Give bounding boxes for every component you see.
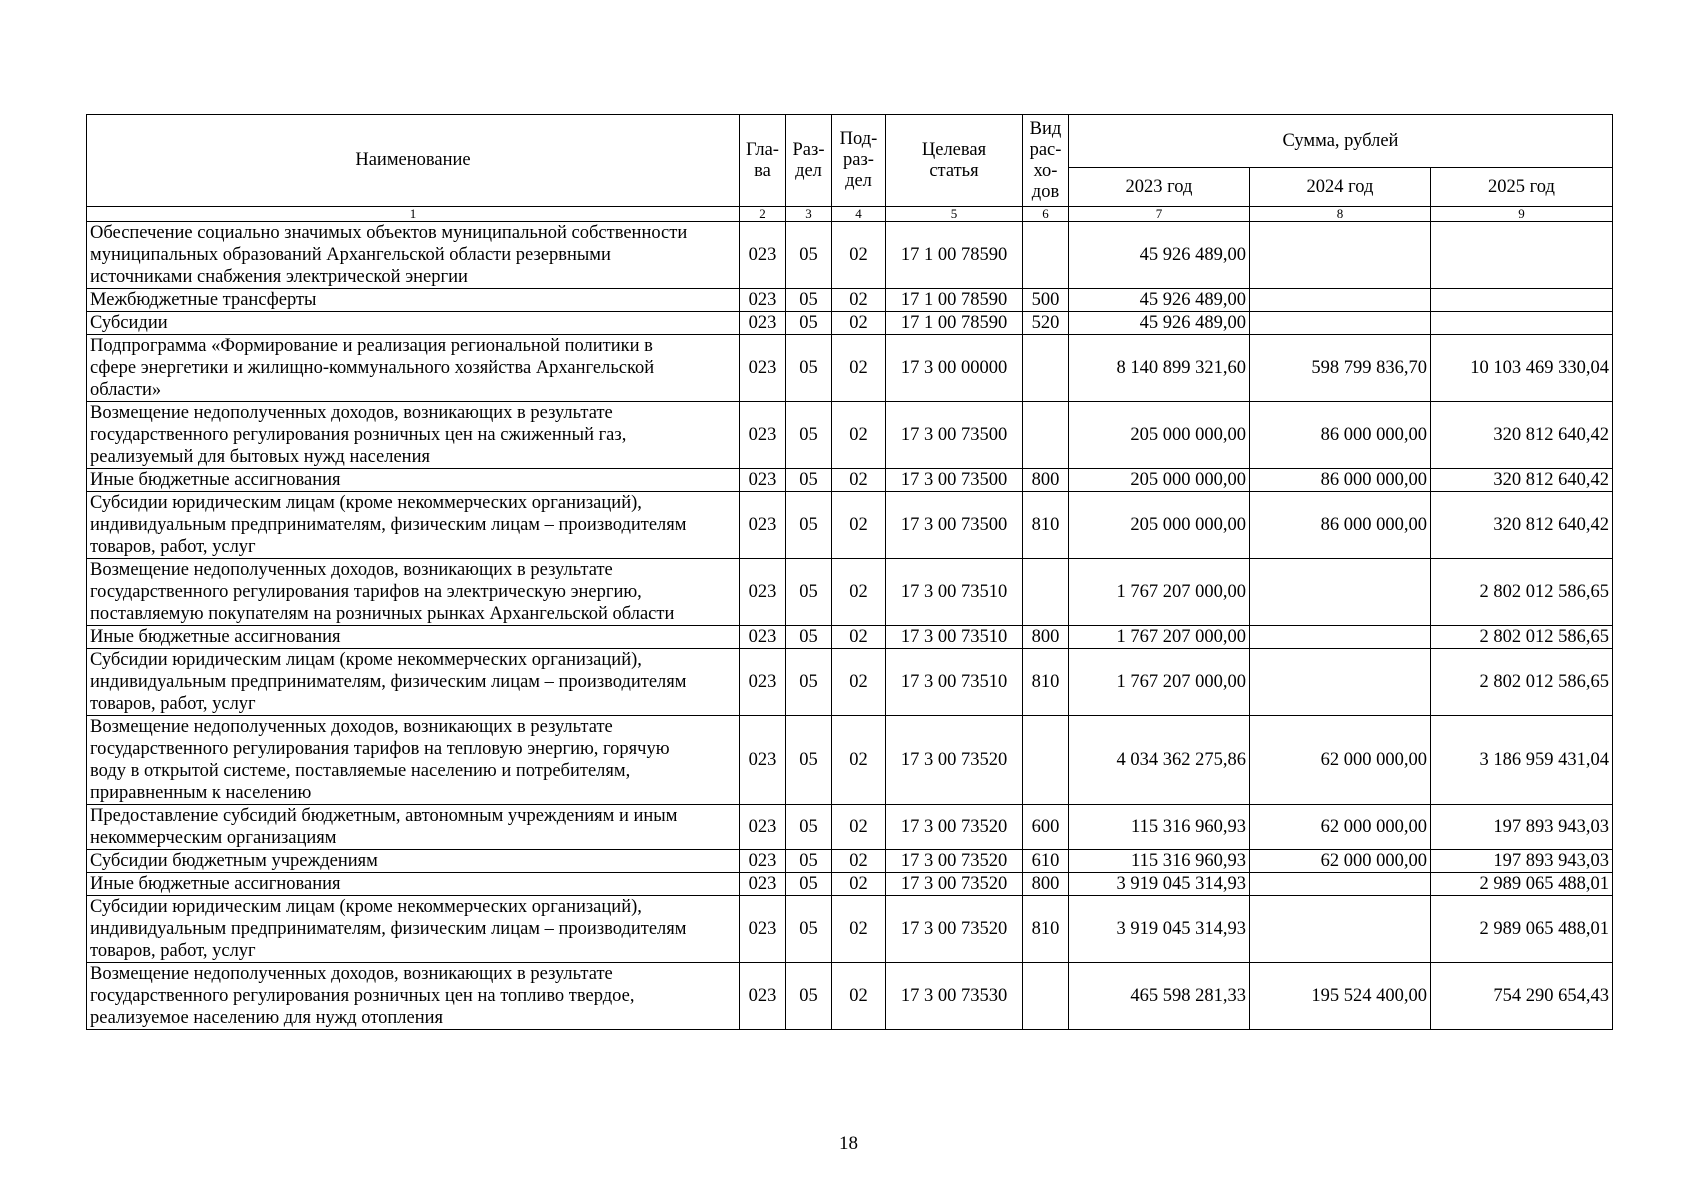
table-row [87,716,1613,805]
row-name: Межбюджетные трансферты [87,289,740,312]
row-sum-2025: 2 802 012 586,65 [1431,649,1613,716]
row-expense-type [1023,716,1069,805]
row-expense-type: 610 [1023,850,1069,873]
row-sum-2025 [1431,289,1613,312]
row-target-article: 17 3 00 00000 [886,335,1023,402]
row-razdel: 05 [786,335,832,402]
row-podrazdel: 02 [832,850,886,873]
row-podrazdel: 02 [832,896,886,963]
row-expense-type: 810 [1023,649,1069,716]
row-target-article: 17 3 00 73520 [886,873,1023,896]
row-sum-2025 [1431,312,1613,335]
header-expense-type: Вид рас- хо- дов [1023,115,1069,207]
row-expense-type: 800 [1023,626,1069,649]
row-podrazdel: 02 [832,963,886,1030]
row-razdel: 05 [786,626,832,649]
row-glava: 023 [740,716,786,805]
row-target-article: 17 3 00 73510 [886,559,1023,626]
row-razdel: 05 [786,850,832,873]
row-expense-type: 810 [1023,896,1069,963]
row-podrazdel: 02 [832,289,886,312]
header-razdel: Раз- дел [786,115,832,207]
row-podrazdel: 02 [832,469,886,492]
row-name: Иные бюджетные ассигнования [87,873,740,896]
row-sum-2024 [1250,896,1431,963]
column-number: 5 [886,207,1023,222]
row-glava: 023 [740,850,786,873]
row-sum-2023: 115 316 960,93 [1069,805,1250,850]
row-sum-2024 [1250,312,1431,335]
row-podrazdel: 02 [832,335,886,402]
row-sum-2024: 86 000 000,00 [1250,469,1431,492]
row-name: Субсидии бюджетным учреждениям [87,850,740,873]
row-target-article: 17 3 00 73520 [886,896,1023,963]
row-sum-2025: 2 802 012 586,65 [1431,626,1613,649]
row-expense-type: 800 [1023,873,1069,896]
row-name: Субсидии юридическим лицам (кроме некоммерческих организаций), индивидуальным предпринимателям, физическим лицам – производителям товаров, работ, услуг [87,492,740,559]
row-sum-2023: 1 767 207 000,00 [1069,626,1250,649]
header-year-2024: 2024 год [1250,168,1431,207]
row-podrazdel: 02 [832,559,886,626]
row-sum-2025: 197 893 943,03 [1431,850,1613,873]
row-sum-2024 [1250,559,1431,626]
row-name: Возмещение недополученных доходов, возникающих в результате государственного регулирования тарифов на тепловую энергию, горячую воду в открытой системе, поставляемые населению и потребителям, приравненным к населению [87,716,740,805]
row-sum-2025: 3 186 959 431,04 [1431,716,1613,805]
row-glava: 023 [740,805,786,850]
column-number: 7 [1069,207,1250,222]
row-podrazdel: 02 [832,222,886,289]
row-podrazdel: 02 [832,402,886,469]
table-row [87,402,1613,469]
row-sum-2023: 205 000 000,00 [1069,402,1250,469]
row-razdel: 05 [786,716,832,805]
row-sum-2023: 1 767 207 000,00 [1069,649,1250,716]
row-sum-2024: 62 000 000,00 [1250,805,1431,850]
row-sum-2023: 205 000 000,00 [1069,492,1250,559]
table-row [87,289,1613,312]
table-row [87,222,1613,289]
table-row [87,850,1613,873]
row-glava: 023 [740,402,786,469]
table-row [87,626,1613,649]
table-body [87,222,1613,1030]
row-glava: 023 [740,312,786,335]
row-expense-type: 500 [1023,289,1069,312]
row-sum-2024 [1250,289,1431,312]
row-sum-2025: 320 812 640,42 [1431,469,1613,492]
row-glava: 023 [740,873,786,896]
header-target-article: Целевая статья [886,115,1023,207]
page-number: 18 [839,1133,858,1154]
table-row [87,649,1613,716]
row-glava: 023 [740,649,786,716]
row-sum-2024 [1250,873,1431,896]
row-razdel: 05 [786,873,832,896]
row-glava: 023 [740,963,786,1030]
row-sum-2024: 86 000 000,00 [1250,492,1431,559]
column-number: 2 [740,207,786,222]
table-row [87,963,1613,1030]
row-razdel: 05 [786,492,832,559]
column-number: 1 [87,207,740,222]
budget-table [86,114,1613,1030]
row-name: Субсидии юридическим лицам (кроме некоммерческих организаций), индивидуальным предпринимателям, физическим лицам – производителям товаров, работ, услуг [87,649,740,716]
row-sum-2023: 45 926 489,00 [1069,222,1250,289]
header-sum: Сумма, рублей [1069,115,1613,168]
row-expense-type [1023,222,1069,289]
row-glava: 023 [740,469,786,492]
row-sum-2023: 3 919 045 314,93 [1069,896,1250,963]
table-row [87,469,1613,492]
row-sum-2023: 1 767 207 000,00 [1069,559,1250,626]
row-sum-2023: 115 316 960,93 [1069,850,1250,873]
column-number-row [87,207,1613,222]
table-row [87,805,1613,850]
header-podrazdel: Под- раз- дел [832,115,886,207]
row-podrazdel: 02 [832,626,886,649]
row-target-article: 17 3 00 73500 [886,469,1023,492]
row-target-article: 17 1 00 78590 [886,289,1023,312]
row-sum-2023: 8 140 899 321,60 [1069,335,1250,402]
header-year-2023: 2023 год [1069,168,1250,207]
table-row [87,559,1613,626]
row-sum-2024: 195 524 400,00 [1250,963,1431,1030]
row-sum-2025: 320 812 640,42 [1431,492,1613,559]
row-sum-2025 [1431,222,1613,289]
row-target-article: 17 3 00 73520 [886,716,1023,805]
row-sum-2025: 197 893 943,03 [1431,805,1613,850]
row-sum-2025: 320 812 640,42 [1431,402,1613,469]
row-razdel: 05 [786,402,832,469]
row-sum-2023: 4 034 362 275,86 [1069,716,1250,805]
row-razdel: 05 [786,312,832,335]
row-expense-type [1023,335,1069,402]
row-sum-2023: 205 000 000,00 [1069,469,1250,492]
row-target-article: 17 3 00 73520 [886,805,1023,850]
column-number: 8 [1250,207,1431,222]
row-sum-2023: 3 919 045 314,93 [1069,873,1250,896]
row-sum-2024: 86 000 000,00 [1250,402,1431,469]
row-razdel: 05 [786,896,832,963]
row-sum-2024: 62 000 000,00 [1250,850,1431,873]
row-sum-2025: 2 802 012 586,65 [1431,559,1613,626]
row-razdel: 05 [786,289,832,312]
row-expense-type: 800 [1023,469,1069,492]
row-name: Иные бюджетные ассигнования [87,469,740,492]
row-expense-type [1023,402,1069,469]
row-podrazdel: 02 [832,716,886,805]
row-sum-2025: 2 989 065 488,01 [1431,896,1613,963]
row-expense-type: 600 [1023,805,1069,850]
table-row [87,312,1613,335]
row-glava: 023 [740,626,786,649]
row-name: Подпрограмма «Формирование и реализация региональной политики в сфере энергетики и жилищно-коммунального хозяйства Архангельской области» [87,335,740,402]
row-podrazdel: 02 [832,312,886,335]
row-glava: 023 [740,335,786,402]
row-name: Обеспечение социально значимых объектов муниципальной собственности муниципальных образований Архангельской области резервными источниками снабжения электрической энергии [87,222,740,289]
row-razdel: 05 [786,963,832,1030]
column-number: 9 [1431,207,1613,222]
row-podrazdel: 02 [832,805,886,850]
row-glava: 023 [740,222,786,289]
table-row [87,873,1613,896]
row-sum-2024: 598 799 836,70 [1250,335,1431,402]
row-target-article: 17 3 00 73510 [886,649,1023,716]
row-glava: 023 [740,896,786,963]
row-name: Субсидии юридическим лицам (кроме некоммерческих организаций), индивидуальным предпринимателям, физическим лицам – производителям товаров, работ, услуг [87,896,740,963]
row-razdel: 05 [786,559,832,626]
row-sum-2024 [1250,626,1431,649]
column-number: 3 [786,207,832,222]
row-sum-2024: 62 000 000,00 [1250,716,1431,805]
column-number: 6 [1023,207,1069,222]
row-razdel: 05 [786,469,832,492]
row-name: Субсидии [87,312,740,335]
row-expense-type: 520 [1023,312,1069,335]
row-razdel: 05 [786,805,832,850]
row-name: Возмещение недополученных доходов, возникающих в результате государственного регулирования розничных цен на сжиженный газ, реализуемый для бытовых нужд населения [87,402,740,469]
row-podrazdel: 02 [832,873,886,896]
row-sum-2025: 754 290 654,43 [1431,963,1613,1030]
row-sum-2025: 2 989 065 488,01 [1431,873,1613,896]
row-sum-2024 [1250,649,1431,716]
table-row [87,492,1613,559]
header-year-2025: 2025 год [1431,168,1613,207]
row-name: Возмещение недополученных доходов, возникающих в результате государственного регулирования тарифов на электрическую энергию, поставляемую покупателям на розничных рынках Архангельской области [87,559,740,626]
row-glava: 023 [740,289,786,312]
row-target-article: 17 3 00 73520 [886,850,1023,873]
row-target-article: 17 3 00 73500 [886,402,1023,469]
row-razdel: 05 [786,649,832,716]
header-glava: Гла- ва [740,115,786,207]
row-sum-2025: 10 103 469 330,04 [1431,335,1613,402]
row-sum-2023: 45 926 489,00 [1069,289,1250,312]
row-name: Возмещение недополученных доходов, возникающих в результате государственного регулирования розничных цен на топливо твердое, реализуемое населению для нужд отопления [87,963,740,1030]
row-glava: 023 [740,559,786,626]
row-target-article: 17 1 00 78590 [886,312,1023,335]
row-target-article: 17 3 00 73510 [886,626,1023,649]
row-razdel: 05 [786,222,832,289]
row-expense-type: 810 [1023,492,1069,559]
table-row [87,335,1613,402]
table-row [87,896,1613,963]
row-expense-type [1023,963,1069,1030]
row-sum-2024 [1250,222,1431,289]
row-name: Иные бюджетные ассигнования [87,626,740,649]
row-sum-2023: 45 926 489,00 [1069,312,1250,335]
row-glava: 023 [740,492,786,559]
row-podrazdel: 02 [832,649,886,716]
column-number: 4 [832,207,886,222]
row-target-article: 17 1 00 78590 [886,222,1023,289]
row-sum-2023: 465 598 281,33 [1069,963,1250,1030]
header-row [87,115,1613,168]
row-podrazdel: 02 [832,492,886,559]
row-target-article: 17 3 00 73500 [886,492,1023,559]
header-name: Наименование [87,115,740,207]
row-target-article: 17 3 00 73530 [886,963,1023,1030]
row-expense-type [1023,559,1069,626]
row-name: Предоставление субсидий бюджетным, автономным учреждениям и иным некоммерческим организациям [87,805,740,850]
